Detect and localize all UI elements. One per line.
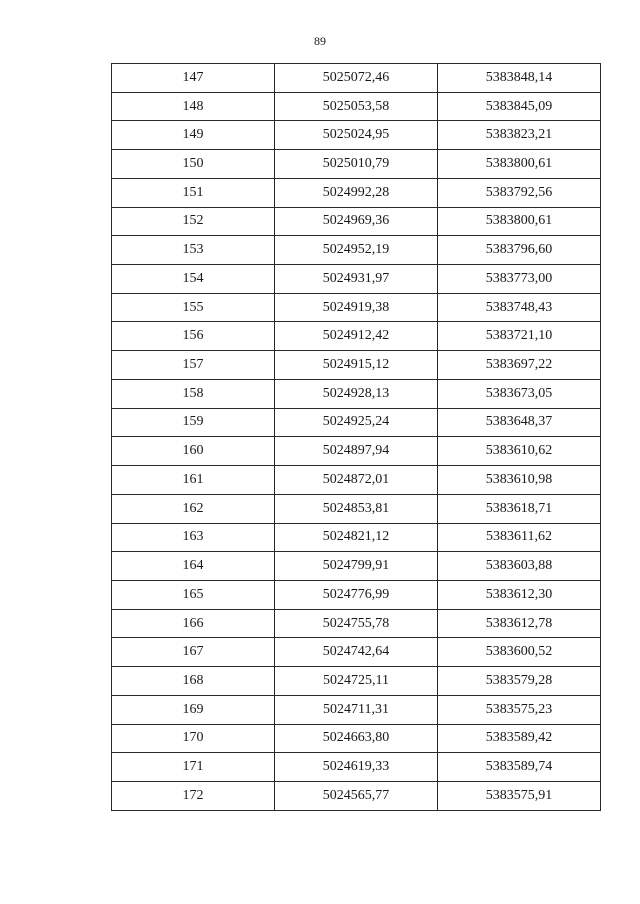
x-coordinate-cell: 5024915,12: [275, 351, 438, 380]
table-row: [112, 351, 601, 380]
table-row: [112, 609, 601, 638]
x-coordinate-cell: 5024663,80: [275, 724, 438, 753]
y-coordinate-cell: 5383589,42: [438, 724, 601, 753]
table-row: [112, 178, 601, 207]
point-number-cell: 161: [112, 466, 275, 495]
point-number-cell: 163: [112, 523, 275, 552]
table-row: [112, 695, 601, 724]
x-coordinate-cell: 5024919,38: [275, 293, 438, 322]
point-number-cell: 158: [112, 379, 275, 408]
x-coordinate-cell: 5024952,19: [275, 236, 438, 265]
point-number-cell: 164: [112, 552, 275, 581]
table-row: [112, 552, 601, 581]
y-coordinate-cell: 5383673,05: [438, 379, 601, 408]
y-coordinate-cell: 5383796,60: [438, 236, 601, 265]
point-number-cell: 162: [112, 494, 275, 523]
y-coordinate-cell: 5383575,23: [438, 695, 601, 724]
y-coordinate-cell: 5383773,00: [438, 265, 601, 294]
point-number-cell: 150: [112, 150, 275, 179]
page-number: 89: [314, 34, 326, 48]
table-row: [112, 781, 601, 810]
point-number-cell: 167: [112, 638, 275, 667]
x-coordinate-cell: 5024725,11: [275, 667, 438, 696]
y-coordinate-cell: 5383845,09: [438, 92, 601, 121]
x-coordinate-cell: 5024928,13: [275, 379, 438, 408]
table-row: [112, 92, 601, 121]
y-coordinate-cell: 5383618,71: [438, 494, 601, 523]
table-row: [112, 236, 601, 265]
table-row: [112, 667, 601, 696]
x-coordinate-cell: 5024872,01: [275, 466, 438, 495]
x-coordinate-cell: 5024821,12: [275, 523, 438, 552]
table-row: [112, 437, 601, 466]
x-coordinate-cell: 5024619,33: [275, 753, 438, 782]
x-coordinate-cell: 5024969,36: [275, 207, 438, 236]
point-number-cell: 172: [112, 781, 275, 810]
coordinates-table: [111, 63, 601, 811]
point-number-cell: 148: [112, 92, 275, 121]
point-number-cell: 157: [112, 351, 275, 380]
point-number-cell: 155: [112, 293, 275, 322]
y-coordinate-cell: 5383589,74: [438, 753, 601, 782]
x-coordinate-cell: 5024992,28: [275, 178, 438, 207]
point-number-cell: 153: [112, 236, 275, 265]
y-coordinate-cell: 5383721,10: [438, 322, 601, 351]
point-number-cell: 160: [112, 437, 275, 466]
y-coordinate-cell: 5383748,43: [438, 293, 601, 322]
x-coordinate-cell: 5025010,79: [275, 150, 438, 179]
table-row: [112, 121, 601, 150]
point-number-cell: 147: [112, 64, 275, 93]
y-coordinate-cell: 5383823,21: [438, 121, 601, 150]
table-row: [112, 408, 601, 437]
x-coordinate-cell: 5024742,64: [275, 638, 438, 667]
table-row: [112, 64, 601, 93]
x-coordinate-cell: 5024711,31: [275, 695, 438, 724]
x-coordinate-cell: 5024565,77: [275, 781, 438, 810]
point-number-cell: 166: [112, 609, 275, 638]
point-number-cell: 149: [112, 121, 275, 150]
x-coordinate-cell: 5024776,99: [275, 580, 438, 609]
y-coordinate-cell: 5383792,56: [438, 178, 601, 207]
y-coordinate-cell: 5383603,88: [438, 552, 601, 581]
x-coordinate-cell: 5024799,91: [275, 552, 438, 581]
point-number-cell: 159: [112, 408, 275, 437]
table-row: [112, 724, 601, 753]
point-number-cell: 152: [112, 207, 275, 236]
table-row: [112, 379, 601, 408]
table-row: [112, 753, 601, 782]
table-row: [112, 322, 601, 351]
point-number-cell: 156: [112, 322, 275, 351]
table-row: [112, 523, 601, 552]
x-coordinate-cell: 5025024,95: [275, 121, 438, 150]
coordinates-table-body: [112, 64, 601, 811]
y-coordinate-cell: 5383610,62: [438, 437, 601, 466]
y-coordinate-cell: 5383611,62: [438, 523, 601, 552]
y-coordinate-cell: 5383610,98: [438, 466, 601, 495]
x-coordinate-cell: 5025053,58: [275, 92, 438, 121]
table-row: [112, 293, 601, 322]
y-coordinate-cell: 5383848,14: [438, 64, 601, 93]
point-number-cell: 154: [112, 265, 275, 294]
x-coordinate-cell: 5024931,97: [275, 265, 438, 294]
point-number-cell: 151: [112, 178, 275, 207]
y-coordinate-cell: 5383612,30: [438, 580, 601, 609]
table-row: [112, 580, 601, 609]
point-number-cell: 165: [112, 580, 275, 609]
point-number-cell: 171: [112, 753, 275, 782]
y-coordinate-cell: 5383800,61: [438, 207, 601, 236]
y-coordinate-cell: 5383800,61: [438, 150, 601, 179]
table-row: [112, 150, 601, 179]
y-coordinate-cell: 5383612,78: [438, 609, 601, 638]
y-coordinate-cell: 5383600,52: [438, 638, 601, 667]
y-coordinate-cell: 5383579,28: [438, 667, 601, 696]
x-coordinate-cell: 5024925,24: [275, 408, 438, 437]
x-coordinate-cell: 5024897,94: [275, 437, 438, 466]
point-number-cell: 170: [112, 724, 275, 753]
y-coordinate-cell: 5383697,22: [438, 351, 601, 380]
table-row: [112, 494, 601, 523]
x-coordinate-cell: 5024853,81: [275, 494, 438, 523]
x-coordinate-cell: 5024755,78: [275, 609, 438, 638]
table-row: [112, 265, 601, 294]
x-coordinate-cell: 5024912,42: [275, 322, 438, 351]
table-row: [112, 638, 601, 667]
x-coordinate-cell: 5025072,46: [275, 64, 438, 93]
y-coordinate-cell: 5383575,91: [438, 781, 601, 810]
point-number-cell: 169: [112, 695, 275, 724]
point-number-cell: 168: [112, 667, 275, 696]
y-coordinate-cell: 5383648,37: [438, 408, 601, 437]
table-row: [112, 466, 601, 495]
table-row: [112, 207, 601, 236]
